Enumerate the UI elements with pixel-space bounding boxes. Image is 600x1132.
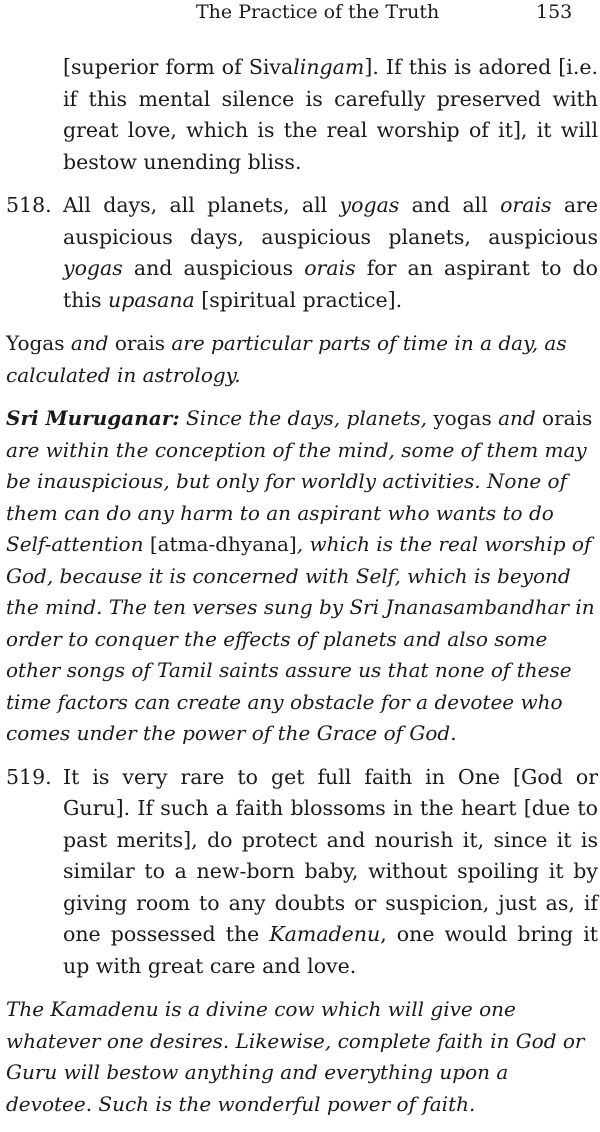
- verse-text: All days, all planets, all yogas and all orais are auspicious days, auspicious planets, auspicious yogas and auspicious orais for an aspirant to do this upasana [spiritual practice].: [63, 193, 598, 312]
- page-header: [0, 0, 600, 30]
- commentator-name: Sri Muruganar:: [6, 406, 180, 430]
- running-title: The Practice of the Truth: [196, 1, 440, 23]
- verse-519: [6, 762, 598, 983]
- page-number: 153: [536, 1, 573, 23]
- verse-number: 519.: [6, 764, 52, 789]
- verse-number: 518.: [6, 193, 52, 217]
- note-519: The Kamadenu is a divine cow which will give one whatever one desires. Likewise, complete faith in God or Guru will bestow anything and everything upon a devotee. Such is the wonderful power of faith.: [6, 997, 585, 1116]
- verse-text: It is very rare to get full faith in One [God or Guru]. If such a faith blossoms in the heart [due to past merits], do protect and nourish it, since it is similar to a new-born baby, without spoiling it by giving room to any doubts or suspicion, just as, if one possessed the Kamadenu, one would bring it up with great care and love.: [63, 764, 598, 978]
- verse-518: [6, 190, 598, 316]
- page-body: [6, 52, 598, 1132]
- verse-continuation: [superior form of Sivalingam]. If this is adored [i.e. if this mental silence is carefully preserved with great love, which is the real worship of it], it will bestow unending bliss.: [63, 55, 598, 174]
- muruganar-commentary: Sri Muruganar: Since the days, planets, yogas and orais are within the conception of the mind, some of them may be inauspicious, but only for worldly activities. None of them can do any harm to an aspirant who wants to do Self-attention [atma-dhyana], which is the real worship of God, because it is concerned with Self, which is beyond the mind. The ten verses sung by Sri Jnanasambandhar in order to conquer the effects of planets and also some other songs of Tamil saints assure us that none of these time factors can create any obstacle for a devotee who comes under the power of the Grace of God.: [6, 406, 595, 745]
- note-518: Yogas and orais are particular parts of time in a day, as calculated in astrology.: [6, 331, 567, 387]
